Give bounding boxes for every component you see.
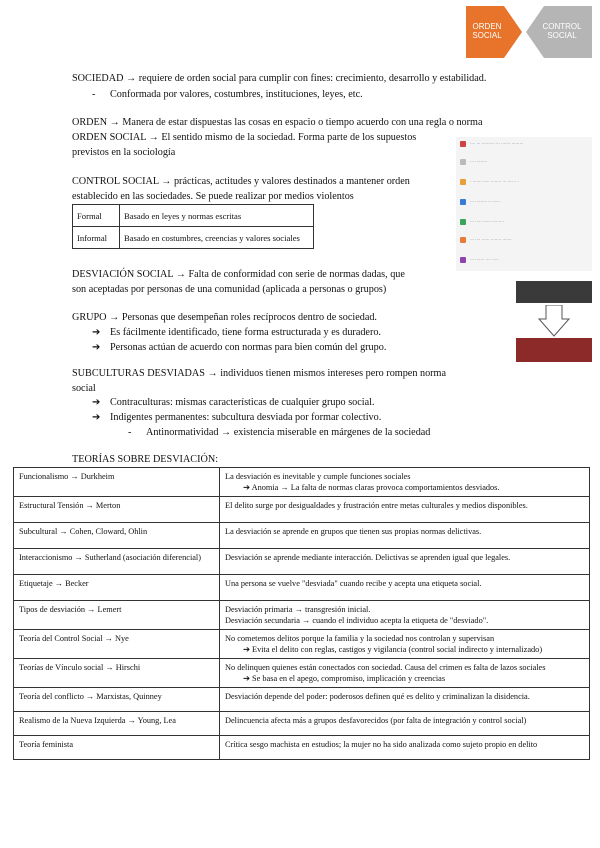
table-row	[14, 523, 590, 549]
diagram-bottom-box	[516, 338, 592, 362]
table-row	[14, 468, 590, 497]
theory-desc-cell	[220, 468, 590, 497]
table-row	[73, 205, 314, 227]
orden-line: ORDEN → Manera de estar dispuestas las cosas en espacio o tiempo acuerdo con una regla o norma	[72, 117, 483, 128]
table-row	[14, 575, 590, 601]
table-row	[14, 549, 590, 575]
theory-sub-text: Se basa en el apego, compromiso, implicación y creencias	[252, 674, 446, 683]
theory-desc-cell	[220, 659, 590, 688]
theory-name: Teoría feminista	[14, 736, 220, 760]
theory-desc: Una persona se vuelve "desviada" cuando recibe y acepta una etiqueta social.	[220, 575, 590, 601]
theory-desc: Desviación se aprende mediante interacción. Delictivas se aprenden igual que legales.	[220, 549, 590, 575]
theory-desc: La desviación se aprende en grupos que tienen sus propias normas delictivas.	[220, 523, 590, 549]
theory-sub-text: Evita el delito con reglas, castigos y vigilancia (control social indirecto y internalizado)	[252, 645, 543, 654]
diagram-down-arrow	[538, 305, 570, 337]
theory-desc-cell	[220, 630, 590, 659]
table-row	[14, 688, 590, 712]
table-row	[73, 227, 314, 249]
theory-desc: El delito surge por desigualdades y frustración entre metas culturales y medios disponibles.	[220, 497, 590, 523]
theory-desc-2: Desviación secundaria → cuando el individuo acepta la etiqueta de "desviado".	[225, 616, 489, 625]
grupo-bullet: Es fácilmente identificado, tiene forma estructurada y es duradero.	[110, 327, 381, 338]
theory-name: Realismo de la Nueva Izquierda → Young, Lea	[14, 712, 220, 736]
table-row	[14, 497, 590, 523]
control-type: Informal	[73, 227, 120, 249]
subculturas-bullet-arrow: ➔	[92, 397, 101, 408]
theory-desc: No delinquen quienes están conectados con sociedad. Causa del crimen es falta de lazos sociales	[225, 663, 546, 672]
theory-name: Funcionalismo → Durkheim	[14, 468, 220, 497]
table-row	[14, 736, 590, 760]
subculturas-line2: social	[72, 383, 96, 394]
theory-desc: Delincuencia afecta más a grupos desfavorecidos (por falta de integración y control social)	[220, 712, 590, 736]
subculturas-sub-bullet: Antinormatividad → existencia miserable en márgenes de la sociedad	[146, 427, 431, 438]
theory-desc: Desviación depende del poder: poderosos definen qué es delito y criminalizan la disidencia.	[220, 688, 590, 712]
side-infographic: ···· ··· ·········· ··· ······· ········· ··· ········· · ······· ····· ········ ··· ···· ·· · ··· ········· ·· ······ ··· ····· ······ ········· ··· ···· ······ ········ ······· ··· ······· ···· ·····	[456, 137, 592, 271]
theory-sub: ➔ Se basa en el apego, compromiso, implicación y creencias	[243, 674, 446, 683]
theory-name: Estructural Tensión → Merton	[14, 497, 220, 523]
theory-name: Etiquetaje → Becker	[14, 575, 220, 601]
theory-name: Teoría del Control Social → Nye	[14, 630, 220, 659]
control-line2: establecido en las sociedades. Se puede realizar por medios violentos	[72, 191, 354, 202]
subculturas-sub-dash: -	[128, 427, 132, 438]
orden-social-tag: ORDEN SOCIAL	[472, 22, 502, 40]
table-row	[14, 630, 590, 659]
theory-name: Teoría del conflicto → Marxistas, Quinney	[14, 688, 220, 712]
teorias-title: TEORÍAS SOBRE DESVIACIÓN:	[72, 454, 219, 465]
sociedad-bullet: Conformada por valores, costumbres, instituciones, leyes, etc.	[110, 89, 363, 100]
theory-sub-text: Anomia → La falta de normas claras provoca comportamientos desviados.	[251, 483, 500, 492]
diagram-top-box	[516, 281, 592, 303]
control-type: Formal	[73, 205, 120, 227]
grupo-bullet-arrow: ➔	[92, 327, 101, 338]
theory-name: Interaccionismo → Sutherland (asociación diferencial)	[14, 549, 220, 575]
theory-name: Tipos de desviación → Lemert	[14, 601, 220, 630]
desviacion-line1: DESVIACIÓN SOCIAL → Falta de conformidad con serie de normas dadas, que	[72, 269, 405, 280]
control-desc: Basado en leyes y normas escritas	[120, 205, 314, 227]
desviacion-line2: son aceptadas por personas de una comunidad (aplicada a personas o grupos)	[72, 284, 387, 295]
theory-desc: Desviación primaria → transgresión inicial.	[225, 605, 371, 614]
control-social-tag: CONTROL SOCIAL	[542, 22, 582, 40]
theory-desc-cell	[220, 601, 590, 630]
subculturas-bullet: Contraculturas: mismas características de cualquier grupo social.	[110, 397, 375, 408]
table-row	[14, 659, 590, 688]
theory-sub: ➔ Anomia → La falta de normas claras provoca comportamientos desviados.	[243, 483, 500, 492]
theory-desc: No cometemos delitos porque la familia y la sociedad nos controlan y supervisan	[225, 634, 495, 643]
sociedad-line: SOCIEDAD → requiere de orden social para cumplir con fines: crecimiento, desarrollo y estabilidad.	[72, 73, 487, 84]
subculturas-bullet-arrow: ➔	[92, 412, 101, 423]
control-line1: CONTROL SOCIAL → prácticas, actitudes y valores destinados a mantener orden	[72, 176, 410, 187]
grupo-line: GRUPO → Personas que desempeñan roles recíprocos dentro de sociedad.	[72, 312, 377, 323]
grupo-bullet: Personas actúan de acuerdo con normas para bien común del grupo.	[110, 342, 387, 353]
subculturas-bullet: Indigentes permanentes: subcultura desviada por formar colectivo.	[110, 412, 382, 423]
teorias-table	[13, 467, 590, 760]
theory-desc: La desviación es inevitable y cumple funciones sociales	[225, 472, 411, 481]
theory-sub: ➔ Evita el delito con reglas, castigos y vigilancia (control social indirecto y internalizado)	[243, 645, 543, 654]
theory-name: Teorías de Vínculo social → Hirschi	[14, 659, 220, 688]
grupo-bullet-arrow: ➔	[92, 342, 101, 353]
theory-name: Subcultural → Cohen, Cloward, Ohlin	[14, 523, 220, 549]
control-table	[72, 204, 314, 249]
table-row	[14, 601, 590, 630]
orden-social-line1: ORDEN SOCIAL → El sentido mismo de la sociedad. Forma parte de los supuestos	[72, 132, 417, 143]
orden-social-line2: previstos en la sociología	[72, 147, 176, 158]
sociedad-bullet-dash: -	[92, 89, 96, 100]
control-desc: Basado en costumbres, creencias y valores sociales	[120, 227, 314, 249]
table-row	[14, 712, 590, 736]
subculturas-line1: SUBCULTURAS DESVIADAS → individuos tienen mismos intereses pero rompen norma	[72, 368, 446, 379]
theory-desc: Crítica sesgo machista en estudios; la mujer no ha sido analizada como sujeto propio en delito	[220, 736, 590, 760]
